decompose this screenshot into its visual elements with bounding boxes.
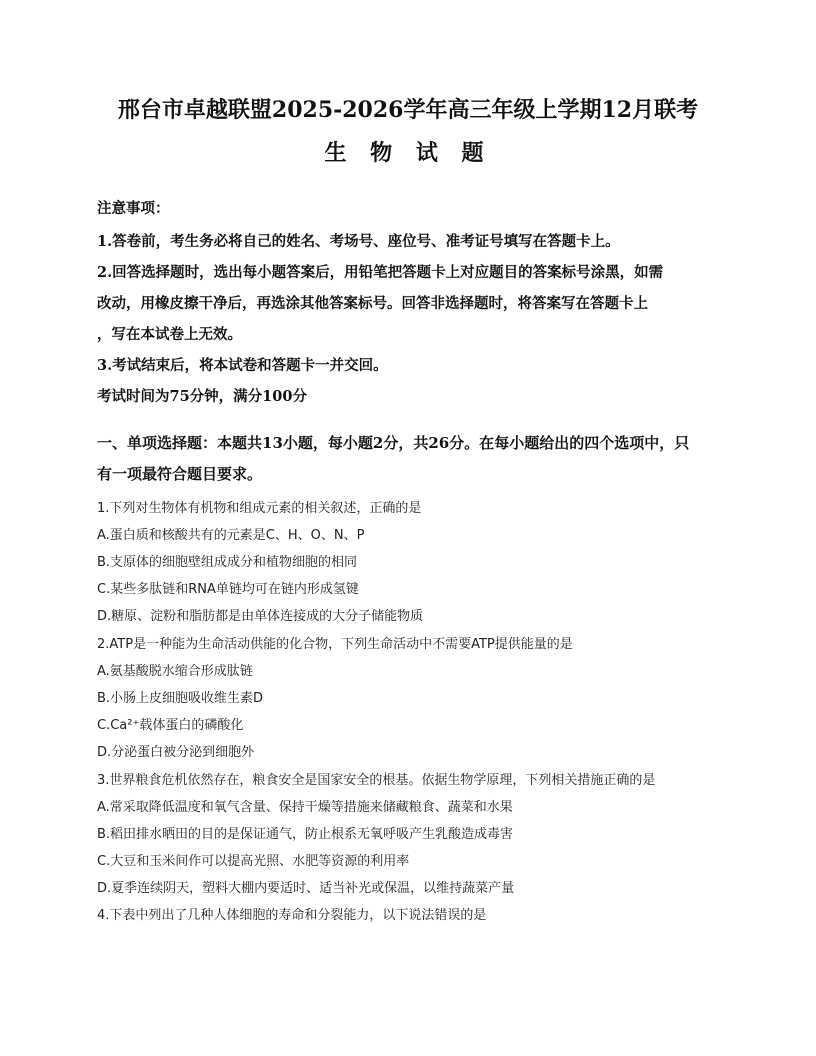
notice-heading: 注意事项： <box>97 200 170 217</box>
question-option: A.蛋白质和核酸共有的元素是C、H、O、N、P <box>97 528 365 543</box>
question-stem: 2.ATP是一种能为生命活动供能的化合物，下列生命活动中不需要ATP提供能量的是 <box>97 637 573 652</box>
notice-item: 改动，用橡皮擦干净后，再选涂其他答案标号。回答非选择题时，将答案写在答题卡上 <box>97 295 648 312</box>
exam-time: 考试时间为75分钟，满分100分 <box>97 388 307 405</box>
section-heading: 一、单项选择题：本题共13小题，每小题2分，共26分。在每小题给出的四个选项中，只 <box>97 434 690 452</box>
question-option: A.氨基酸脱水缩合形成肽链 <box>97 664 253 679</box>
notice-item: 1.答卷前，考生务必将自己的姓名、考场号、座位号、准考证号填写在答题卡上。 <box>97 233 620 250</box>
question-option: D.夏季连续阴天，塑料大棚内要适时、适当补光或保温，以维持蔬菜产量 <box>97 881 515 896</box>
question-stem: 4.下表中列出了几种人体细胞的寿命和分裂能力，以下说法错误的是 <box>97 908 487 923</box>
question-option: C.大豆和玉米间作可以提高光照、水肥等资源的利用率 <box>97 854 410 869</box>
question-stem: 1.下列对生物体有机物和组成元素的相关叙述，正确的是 <box>97 501 422 516</box>
question-option: B.支原体的细胞壁组成成分和植物细胞的相同 <box>97 555 358 570</box>
question-stem: 3.世界粮食危机依然存在，粮食安全是国家安全的根基。依据生物学原理，下列相关措施正确的是 <box>97 773 656 788</box>
section-heading-cont: 有一项最符合题目要求。 <box>97 465 263 483</box>
question-option: B.小肠上皮细胞吸收维生素D <box>97 691 264 706</box>
question-option: C.某些多肽链和RNA单链均可在链内形成氢键 <box>97 582 359 597</box>
question-option: D.分泌蛋白被分泌到细胞外 <box>97 745 255 760</box>
question-option: A.常采取降低温度和氧气含量、保持干燥等措施来储藏粮食、蔬菜和水果 <box>97 800 513 815</box>
notice-item: 2.回答选择题时，选出每小题答案后，用铅笔把答题卡上对应题目的答案标号涂黑，如需 <box>97 264 664 281</box>
notice-item: 3.考试结束后，将本试卷和答题卡一并交回。 <box>97 357 388 374</box>
exam-title: 邢台市卓越联盟2025-2026学年高三年级上学期12月联考 <box>117 97 699 123</box>
question-option: C.Ca²⁺载体蛋白的磷酸化 <box>97 718 244 733</box>
notice-item: ，写在本试卷上无效。 <box>97 326 242 343</box>
question-option: D.糖原、淀粉和脂肪都是由单体连接成的大分子储能物质 <box>97 609 424 624</box>
subject-title: 生 物 试 题 <box>324 140 492 166</box>
question-option: B.稻田排水晒田的目的是保证通气，防止根系无氧呼吸产生乳酸造成毒害 <box>97 827 514 842</box>
